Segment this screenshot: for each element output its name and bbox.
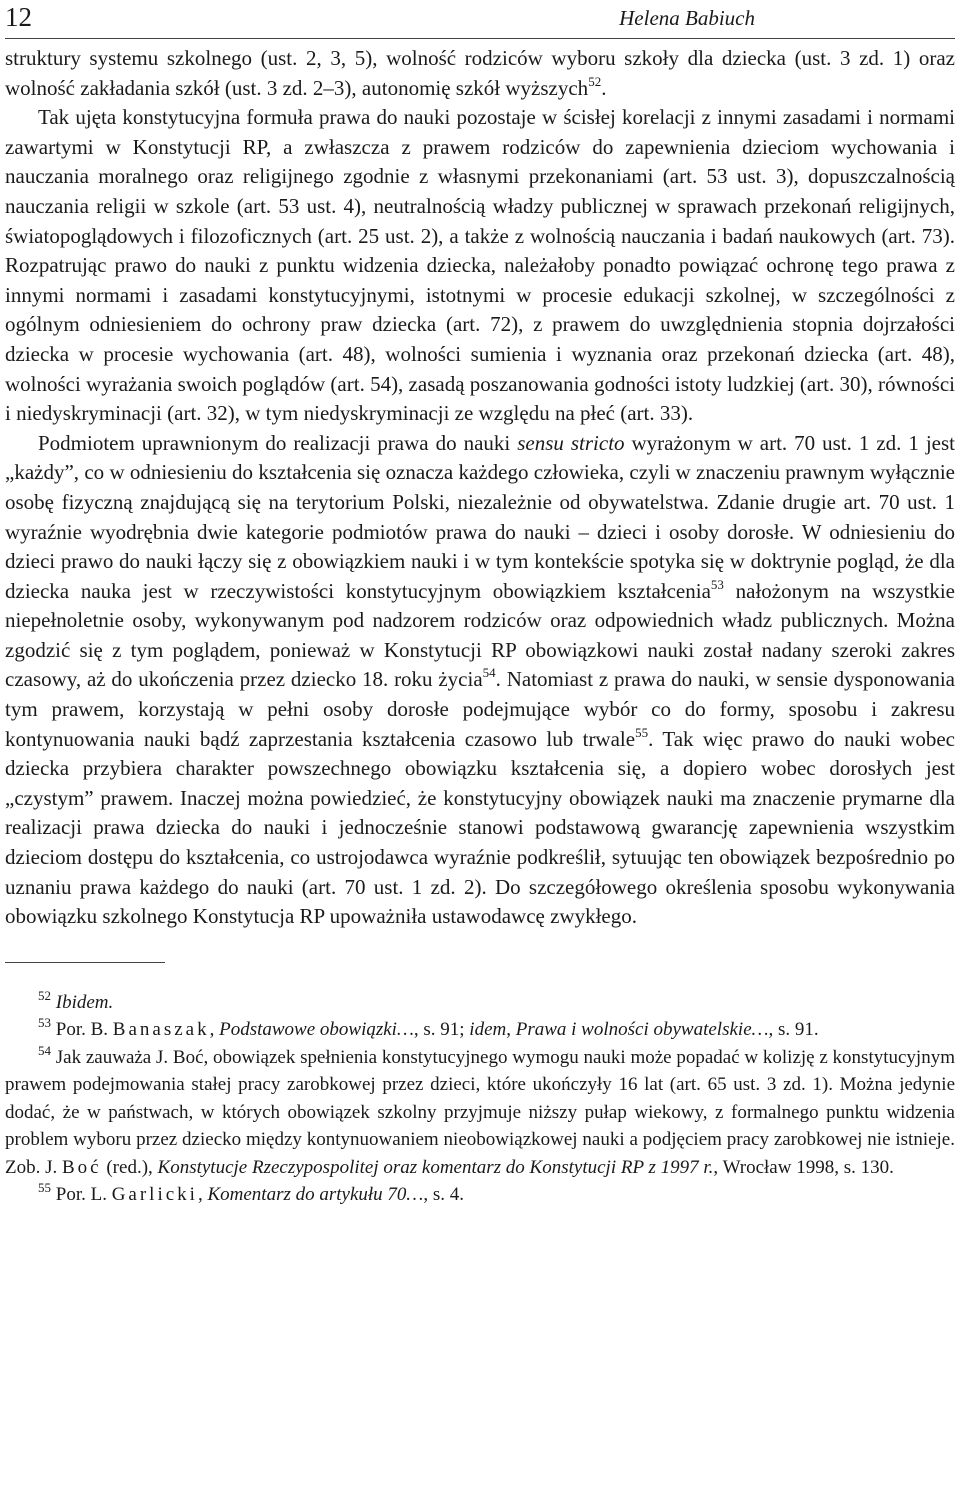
book-title: Komentarz do artykułu 70… xyxy=(207,1184,424,1206)
footnote-55: $^{55}$ Por. L. Garlicki, Komentarz do artykułu 70…, s. 4. xyxy=(38,1180,464,1206)
author-name: Boć xyxy=(62,1156,102,1178)
page-header xyxy=(5,0,955,44)
header-rule xyxy=(5,38,955,39)
book-title: Prawa i wolności obywatelskie… xyxy=(515,1019,769,1041)
footnote-ref-54[interactable]: 54 xyxy=(482,665,496,681)
running-head: Helena Babiuch xyxy=(619,6,755,30)
body-text xyxy=(5,44,955,932)
footnote-number: 52 xyxy=(38,987,51,1003)
paragraph-3: Podmiotem uprawnionym do realizacji prawa do nauki sensu stricto wyrażonym w art. 70 ust. 1 zd. 1 jest „każdy”, co w odniesieniu do kształcenia się oznacza każdego człowieka, czyli w znaczeniu prawnym wyłącznie osobę fizyczną znajdującą się na terytorium Polski, niezależnie od obywatelstwa. Zdanie drugie art. 70 ust. 1 wyraźnie wyodrębnia dwie kategorie podmiotów prawa do nauki – dzieci i osoby dorosłe. W odniesieniu do dzieci prawo do nauki łączy się z obowiązkiem nauki i w tym kontekście spotyka się w doktrynie pogląd, że dla dziecka nauka jest w rzeczywistości konstytucyjnym obowiązkiem kształcenia$^{53}$ nałożonym na wszystkie niepełnoletnie osoby, wykonywanym pod nadzorem rodziców oraz odpowiednich władz publicznych. Można zgodzić się z tym poglądem, ponieważ w Konstytucji RP obowiązkowi nauki został nadany szeroki zakres czasowy, aż do ukończenia przez dziecko 18. roku życia$^{54}$. Natomiast z prawa do nauki, w sensie dysponowania tym prawem, korzystają w pełni osoby dorosłe podejmujące wybór co do formy, sposobu i zakresu kontynuowania nauki bądź zaprzestania kształcenia czasowo lub trwale$^{55}$. Tak więc prawo do nauki wobec dziecka przybiera charakter powszechnego obowiązku kształcenia się, a dopiero wobec dorosłych jest „czystym” prawem. Inaczej można powiedzieć, że konstytucyjny obowiązek nauki ma znaczenie prymarne dla realizacji prawa dziecka do nauki i jednocześnie stanowi podstawową gwarancję zapewnienia wszystkim dzieciom dostępu do kształcenia, co ustrojodawca wyraźnie podkreślił, sytuując ten obowiązek bezpośrednio po uznaniu prawa każdego do nauki (art. 70 ust. 1 zd. 2). Do szczegółowego określenia sposobu wykonywania obowiązku szkolnego Konstytucja RP upoważniła ustawodawcę zwykłego. xyxy=(5,430,955,929)
paragraph-2: Tak ujęta konstytucyjna formuła prawa do nauki pozostaje w ścisłej korelacji z innymi zasadami i normami zawartymi w Konstytucji RP, a zwłaszcza z prawem rodziców do zapewnienia dzieciom wychowania i nauczania moralnego oraz religijnego zgodnie z własnymi przekonaniami (art. 53 ust. 3), dopuszczalnością nauczania religii w szkole (art. 53 ust. 4), neutralnością władzy publicznej w sprawach przekonań religijnych, światopoglądowych i filozoficznych (art. 25 ust. 2), a także z wolnością nauczania i badań naukowych (art. 73). Rozpatrując prawo do nauki z punktu widzenia dziecka, należałoby ponadto powiązać ochronę tego prawa z innymi normami i zasadami konstytucyjnymi, istotnymi w procesie edukacji szkolnej, w szczególności z ogólnym odniesieniem do ochrony praw dziecka (art. 72), z prawem do uwzględnienia stopnia dojrzałości dziecka w procesie wychowania (art. 48), wolności sumienia i wyznania oraz przekonań dziecka (art. 48), wolności wyrażania swoich poglądów (art. 54), zasadą poszanowania godności istoty ludzkiej (art. 30), równości i niedyskryminacji (art. 32), w tym niedyskryminacji ze względu na płeć (art. 33). xyxy=(5,105,955,426)
footnote-number: 53 xyxy=(38,1015,51,1031)
footnote-separator xyxy=(5,962,165,963)
book-title: Podstawowe obowiązki… xyxy=(219,1019,414,1041)
paragraph-1: struktury systemu szkolnego (ust. 2, 3, 5), wolność rodziców wyboru szkoły dla dziecka (ust. 3 zd. 1) oraz wolność zakładania szkół (ust. 3 zd. 2–3), autonomię szkół wyższych$^{52}$. xyxy=(5,46,955,100)
footnotes xyxy=(5,989,955,1209)
book-title: Konstytucje Rzeczypospolitej oraz komentarz do Konstytucji RP z 1997 r. xyxy=(157,1156,714,1178)
latin-term: sensu stricto xyxy=(517,430,625,455)
footnote-ref-55[interactable]: 55 xyxy=(635,724,649,740)
footnote-ref-53[interactable]: 53 xyxy=(710,576,724,592)
page-number: 12 xyxy=(5,2,32,32)
footnote-number: 54 xyxy=(38,1042,51,1058)
footnote-ref-52[interactable]: 52 xyxy=(588,73,602,89)
author-name: Banaszak xyxy=(112,1019,210,1041)
footnote-54: $^{54}$ Jak zauważa J. Boć, obowiązek spełnienia konstytucyjnego wymogu nauki może popadać w kolizję z konstytucyjnym prawem podejmowania stałej pracy zarobkowej przez dzieci, które ukończyły 16 lat (art. 65 ust. 3 zd. 1). Można jedynie dodać, że w państwach, w których obowiązek szkolny przyjmuje niższy pułap wiekowy, z formalnego punktu widzenia problem wyboru przez dziecko między kontynuowaniem nieobowiązkowej nauki a podjęciem pracy zarobkowej nie istnieje. Zob. J. Boć (red.), Konstytucje Rzeczypospolitej oraz komentarz do Konstytucji RP z 1997 r., Wrocław 1998, s. 130. xyxy=(5,1042,955,1178)
footnote-53: $^{53}$ Por. B. Banaszak, Podstawowe obowiązki…, s. 91; idem, Prawa i wolności obywatelskie…, s. 91. xyxy=(38,1015,819,1041)
footnote-number: 55 xyxy=(38,1180,51,1196)
document-page xyxy=(5,0,955,1209)
footnote-52: $^{52}$ Ibidem. xyxy=(38,987,114,1013)
author-name: Garlicki xyxy=(111,1184,198,1206)
